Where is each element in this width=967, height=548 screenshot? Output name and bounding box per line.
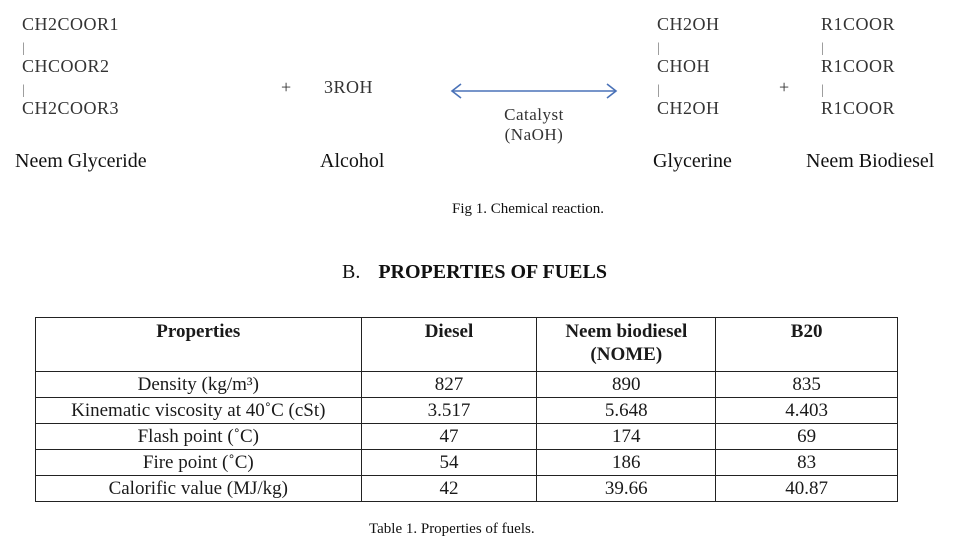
glyceride-line-2: CHCOOR2 bbox=[22, 56, 110, 76]
label-alcohol: Alcohol bbox=[320, 150, 385, 172]
header-diesel: Diesel bbox=[361, 318, 537, 372]
cell-diesel: 54 bbox=[361, 450, 537, 476]
cell-b20: 4.403 bbox=[716, 398, 898, 424]
plus-sign: + bbox=[281, 77, 292, 97]
cell-b20: 40.87 bbox=[716, 476, 898, 502]
biodiesel-line-2: R1COOR bbox=[821, 56, 896, 76]
table-row bbox=[36, 398, 898, 424]
cell-neem-biodiesel: 5.648 bbox=[537, 398, 716, 424]
catalyst-formula: (NaOH) bbox=[504, 125, 564, 144]
cell-diesel: 42 bbox=[361, 476, 537, 502]
table-row bbox=[36, 372, 898, 398]
cell-property: Calorific value (MJ/kg) bbox=[36, 476, 362, 502]
cell-neem-biodiesel: 39.66 bbox=[537, 476, 716, 502]
bond-line: | bbox=[657, 83, 660, 98]
bond-line: | bbox=[657, 41, 660, 56]
bond-line: | bbox=[22, 41, 25, 56]
cell-diesel: 3.517 bbox=[361, 398, 537, 424]
cell-property: Kinematic viscosity at 40˚C (cSt) bbox=[36, 398, 362, 424]
label-neem-glyceride: Neem Glyceride bbox=[15, 150, 147, 172]
glycerine-line-2: CHOH bbox=[657, 56, 711, 76]
properties-table bbox=[35, 317, 898, 502]
cell-property: Density (kg/m³) bbox=[36, 372, 362, 398]
cell-neem-biodiesel: 174 bbox=[537, 424, 716, 450]
reversible-arrow-icon bbox=[449, 83, 619, 99]
header-properties: Properties bbox=[36, 318, 362, 372]
glycerine-line-3: CH2OH bbox=[657, 98, 720, 118]
catalyst-name: Catalyst bbox=[504, 105, 564, 124]
section-title: PROPERTIES OF FUELS bbox=[378, 261, 607, 283]
glycerine-line-1: CH2OH bbox=[657, 14, 720, 34]
table-row bbox=[36, 450, 898, 476]
glyceride-line-1: CH2COOR1 bbox=[22, 14, 120, 34]
glyceride-line-3: CH2COOR3 bbox=[22, 98, 120, 118]
cell-b20: 83 bbox=[716, 450, 898, 476]
table-header-row bbox=[36, 318, 898, 372]
cell-property: Fire point (˚C) bbox=[36, 450, 362, 476]
label-neem-biodiesel: Neem Biodiesel bbox=[806, 150, 935, 172]
alcohol-formula: 3ROH bbox=[324, 77, 374, 97]
cell-neem-biodiesel: 890 bbox=[537, 372, 716, 398]
label-glycerine: Glycerine bbox=[653, 150, 732, 172]
bond-line: | bbox=[821, 41, 824, 56]
bond-line: | bbox=[821, 83, 824, 98]
cell-property: Flash point (˚C) bbox=[36, 424, 362, 450]
biodiesel-line-3: R1COOR bbox=[821, 98, 896, 118]
plus-sign: + bbox=[779, 77, 790, 97]
bond-line: | bbox=[22, 83, 25, 98]
cell-b20: 835 bbox=[716, 372, 898, 398]
figure-caption: Fig 1. Chemical reaction. bbox=[452, 201, 605, 217]
table-row bbox=[36, 424, 898, 450]
section-number: B. bbox=[342, 261, 361, 283]
cell-diesel: 47 bbox=[361, 424, 537, 450]
cell-diesel: 827 bbox=[361, 372, 537, 398]
header-b20: B20 bbox=[716, 318, 898, 372]
section-heading bbox=[342, 261, 607, 284]
header-neem-biodiesel: Neem biodiesel (NOME) bbox=[537, 318, 716, 372]
cell-neem-biodiesel: 186 bbox=[537, 450, 716, 476]
table-row bbox=[36, 476, 898, 502]
cell-b20: 69 bbox=[716, 424, 898, 450]
table-caption: Table 1. Properties of fuels. bbox=[369, 521, 535, 537]
catalyst-label bbox=[484, 105, 584, 145]
biodiesel-line-1: R1COOR bbox=[821, 14, 896, 34]
